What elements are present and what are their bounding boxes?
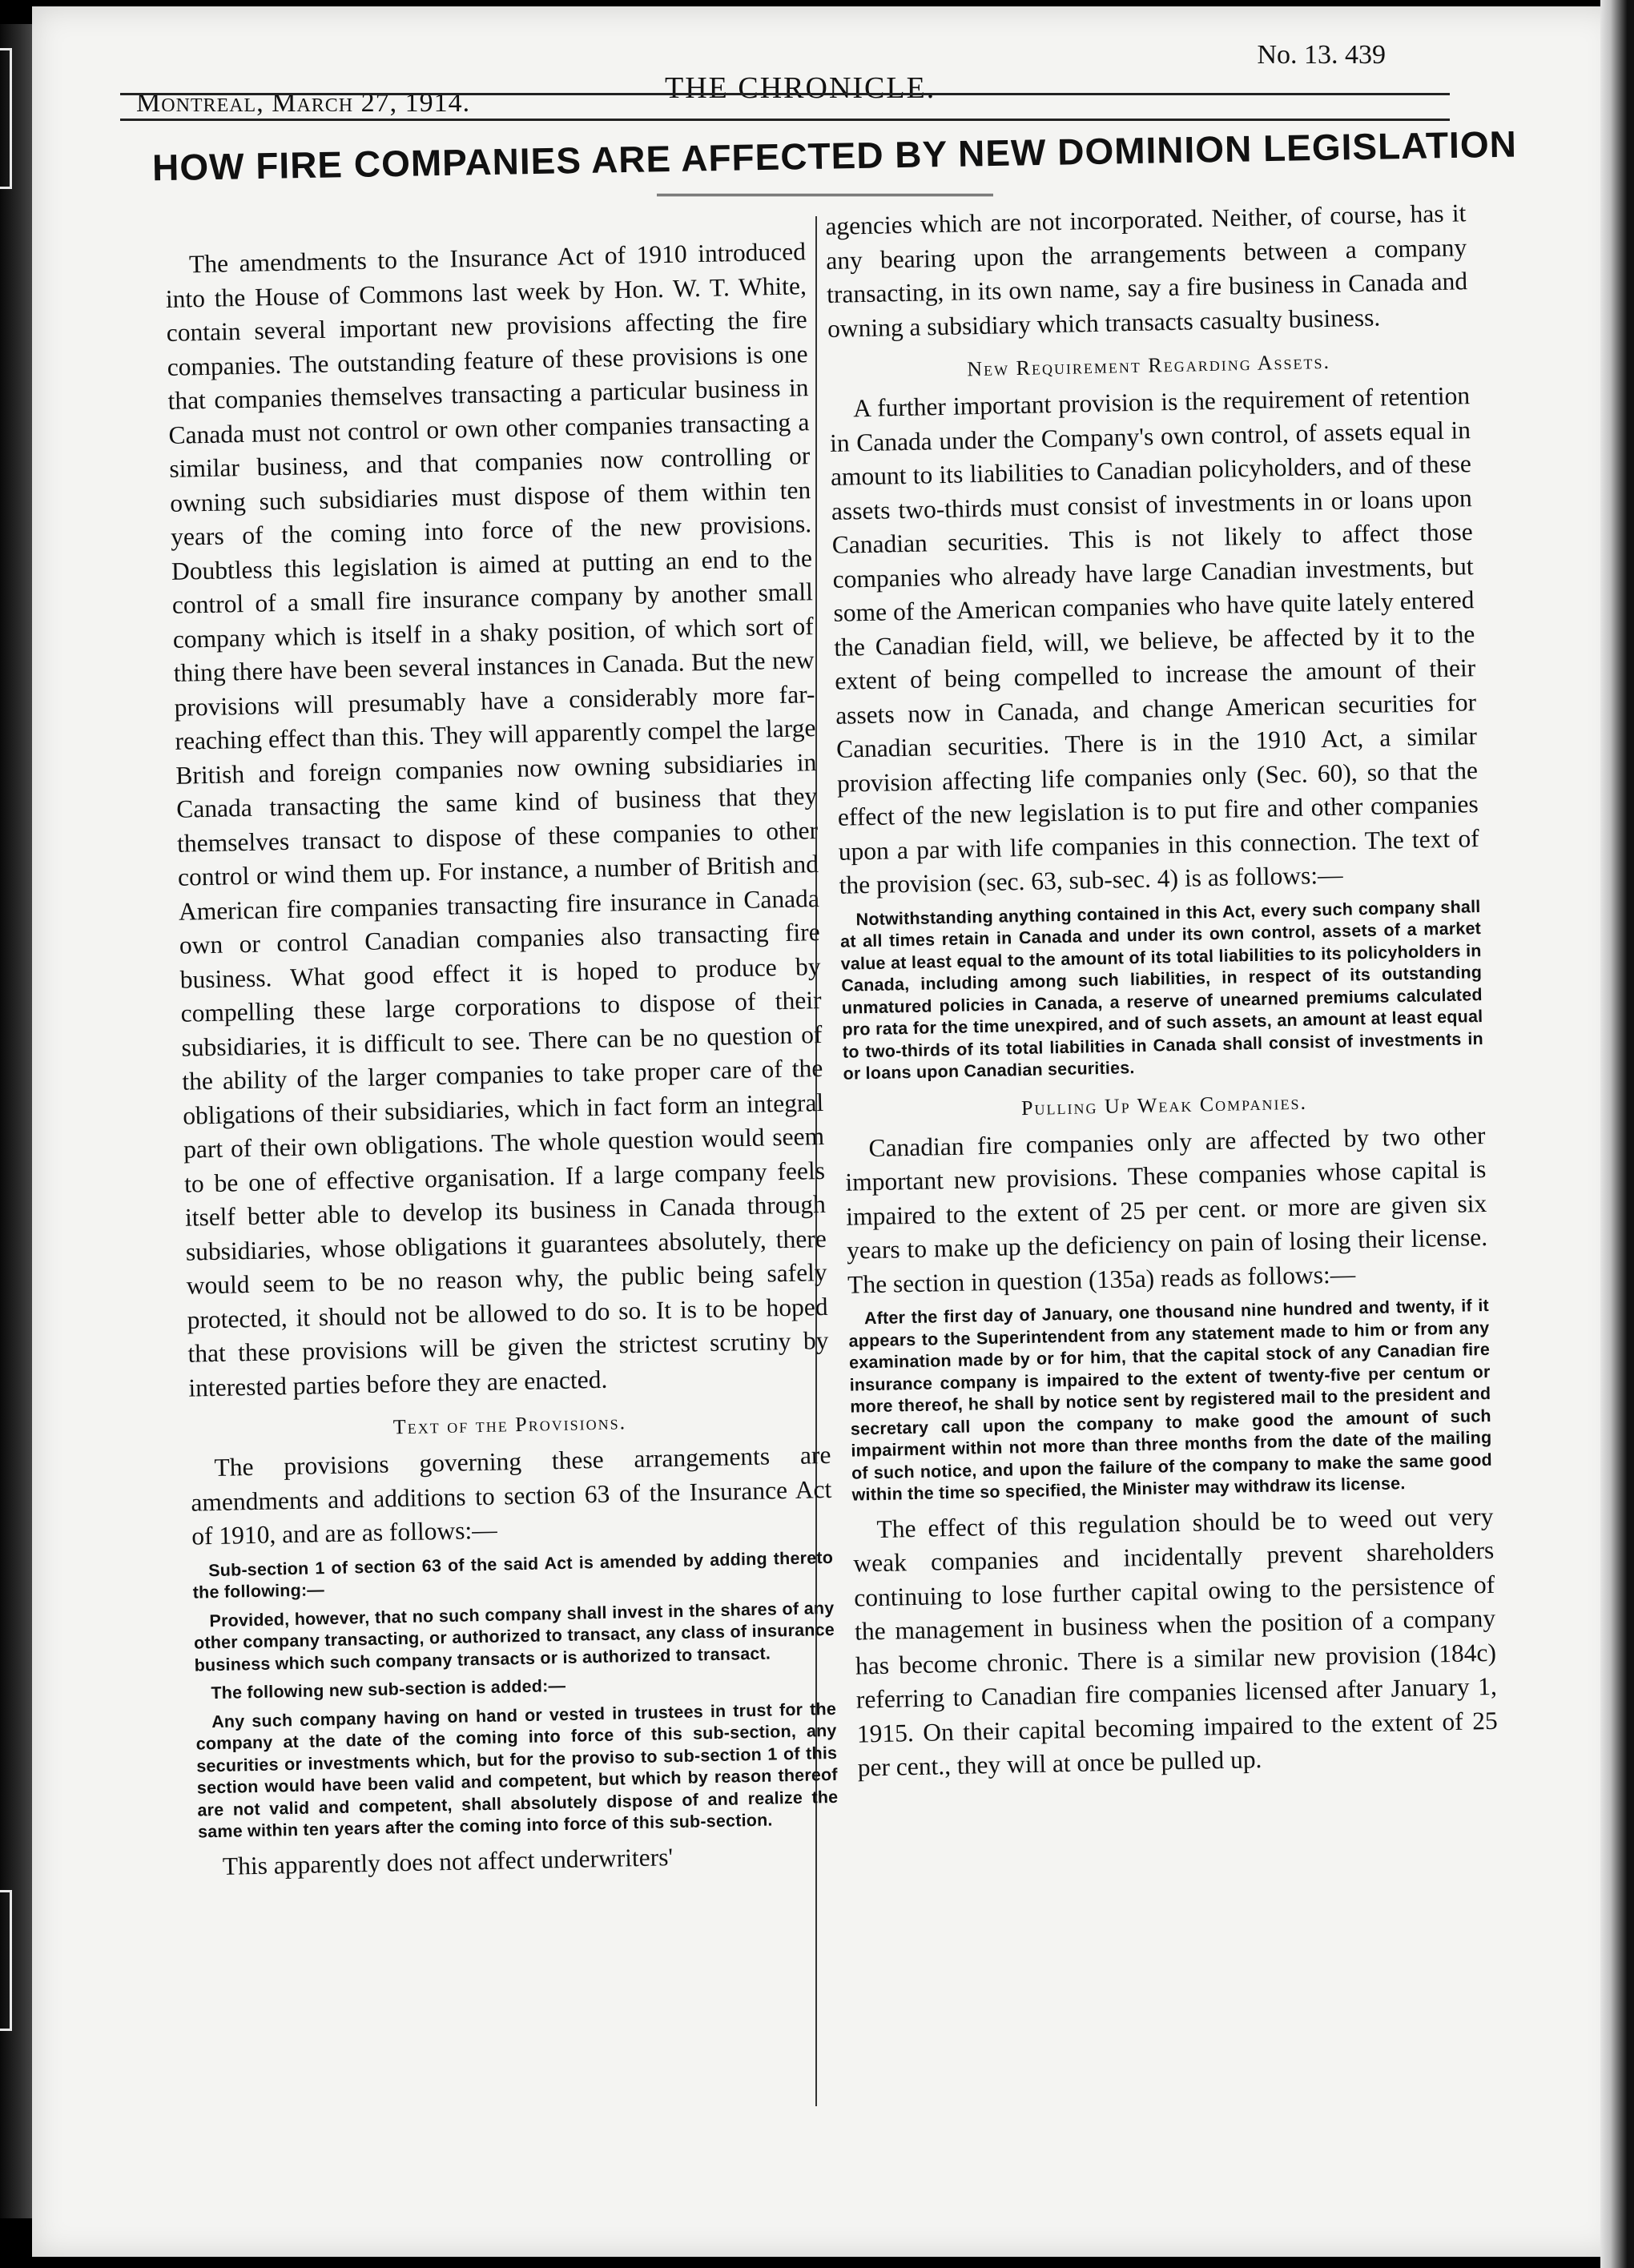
statute-quote: Provided, however, that no such company shall invest in the shares of any other company transacting, or authorized to transact, any class of insurance business which such company transacts or is authorized to transact. (193, 1598, 835, 1675)
header-rule-top (120, 93, 1450, 95)
paragraph: The amendments to the Insurance Act of 1910 introduced into the House of Commons last week by Hon. W. T. White, contain several important new provisions affecting the fire companies. The outstanding feature of these provisions is one that companies themselves transacting a particular business in Canada must not control or own other companies transacting a similar business, and that companies now controlling or owning such subsidiaries must dispose of them within ten years of the coming into force of the new provisions. Doubtless this legislation is aimed at putting an end to the control of a small fire insurance company by another small company which is itself in a shaky position, of which sort of thing there have been several instances in Canada. But the new provisions will presumably have a considerably more far-reaching effect than this. They will apparently compel the large British and foreign companies now owning subsidiaries in Canada transacting the same kind of business that they themselves transact to dispose of these companies to other control or wind them up. For instance, a number of British and American fire companies transacting fire insurance in Canada own or control Canadian companies also transacting fire business. What good effect it is hoped to produce by compelling these large corporations to dispose of their subsidiaries, it is difficult to see. There can be no question of the ability of the larger companies to take proper care of the obligations of their subsidiaries, which in fact form an integral part of their own obligations. The whole question would seem to be one of effective organisation. If a large company feels itself better able to develop its business in Canada through subsidiaries, whose obligations it guarantees absolutely, there would seem to be no reason why, the public being safely protected, it should not be allowed to do so. It is to be hoped that these provisions will be given the strictest scrutiny by interested parties before they are enacted. (165, 237, 829, 1402)
paragraph: Canadian fire companies only are affected by two other important new provisions. These companies whose capital is impaired to the extent of 25 per cent. or more are given six years to make up the deficiency on pain of losing their license. The section in question (135a) reads as follows:— (845, 1120, 1488, 1299)
article-headline: HOW FIRE COMPANIES ARE AFFECTED BY NEW DOMINION LEGISLATION (151, 123, 1518, 189)
statute-quote: Any such company having on hand or vested in trustees in trust for the company at the date of the coming into force of this sub-section, any securities or investments which, but for the proviso to sub-section 1 of this section would have been valid and competent, but which by reason thereof are not valid and competent, shall absolutely dispose of and realize the same within ten years after the coming into force of this sub-section. (195, 1699, 839, 1842)
book-spine (0, 24, 32, 2218)
paragraph: agencies which are not incorporated. Neither, of course, has it any bearing upon the arrangements between a company transacting, in its own name, say a fire business in Canada and owning a subsidiary which transacts casualty business. (825, 199, 1468, 343)
running-head (120, 40, 1450, 120)
paragraph: This apparently does not affect underwriters' (222, 1842, 674, 1880)
issue-number-page: No. 13. 439 (1257, 40, 1386, 70)
page-edge (1600, 0, 1634, 2268)
statute-quote: After the first day of January, one thousand nine hundred and twenty, if it appears to the Superintendent from any statement made to him or from any examination made by or for him, that the capital stock of any Canadian fire insurance company is impaired to the extent of twenty-five per centum or more thereof, he shall by notice sent by registered mail to the president and secretary call upon the company to make good the amount of such impairment within not more than three months from the date of the mailing of such notice, and upon the failure of the company to make the same good within the time so specified, the Minister may withdraw its license. (848, 1295, 1493, 1505)
right-column (825, 196, 1499, 1785)
spine-bracket-top (0, 48, 12, 189)
subheading: New Requirement Regarding Assets. (967, 349, 1331, 381)
left-column (164, 211, 839, 1884)
subheading: Text of the Provisions. (392, 1410, 627, 1439)
subheading: Pulling Up Weak Companies. (1020, 1090, 1308, 1120)
issue-date: Montreal, March 27, 1914. (136, 88, 471, 118)
headline-rule (657, 194, 993, 196)
statute-quote: Notwithstanding anything contained in this Act, every such company shall at all times retain in Canada and under its own control, assets of a market value at least equal to the amount of its total liabilities to its policyholders in Canada, including among such liabilities, in respect of its outstanding unmatured policies in Canada, a reserve of unearned premiums calculated pro rata for the time unexpired, and of such assets, an amount at least equal to two-thirds of its total liabilities in Canada shall consist of investments in or loans upon Canadian securities. (839, 896, 1484, 1084)
spine-bracket-bottom (0, 1890, 12, 2031)
statute-quote: Sub-section 1 of section 63 of the said Act is amended by adding thereto the following:— (192, 1547, 834, 1602)
publication-title: THE CHRONICLE. (665, 71, 936, 105)
paragraph: The effect of this regulation should be to weed out very weak companies and incidentally prevent shareholders continuing to lose further capital owing to the persistence of the management in business when the position of a company has become chronic. There is a similar new provision (184c) referring to Canadian fire companies licensed after January 1, 1915. On their capital becoming impaired to the extent of 25 per cent., they will at once be pulled up. (853, 1502, 1499, 1782)
paragraph: The provisions governing these arrangements are amendments and additions to section 63 of the Insurance Act of 1910, and are as follows:— (191, 1440, 832, 1550)
paragraph: A further important provision is the requirement of retention in Canada under the Company's own control, of assets equal in amount to its liabilities to Canadian policyholders, and of these assets two-thirds must consist of investments in or loans upon Canadian securities. This is not likely to affect those companies who already have large Canadian investments, but some of the American companies who have quite lately entered the Canadian field, will, we believe, be affected by it to the extent of being compelled to increase the amount of their assets now in Canada, and change American securities for Canadian securities. There is in the 1910 Act, a similar provision affecting life companies only (Sec. 60), so that the effect of the new legislation is to put fire and other companies upon a par with life companies in this connection. The text of the provision (sec. 63, sub-sec. 4) is as follows:— (829, 381, 1479, 899)
header-rule-bottom (120, 119, 1450, 121)
statute-quote: The following new sub-section is added:— (211, 1675, 566, 1703)
